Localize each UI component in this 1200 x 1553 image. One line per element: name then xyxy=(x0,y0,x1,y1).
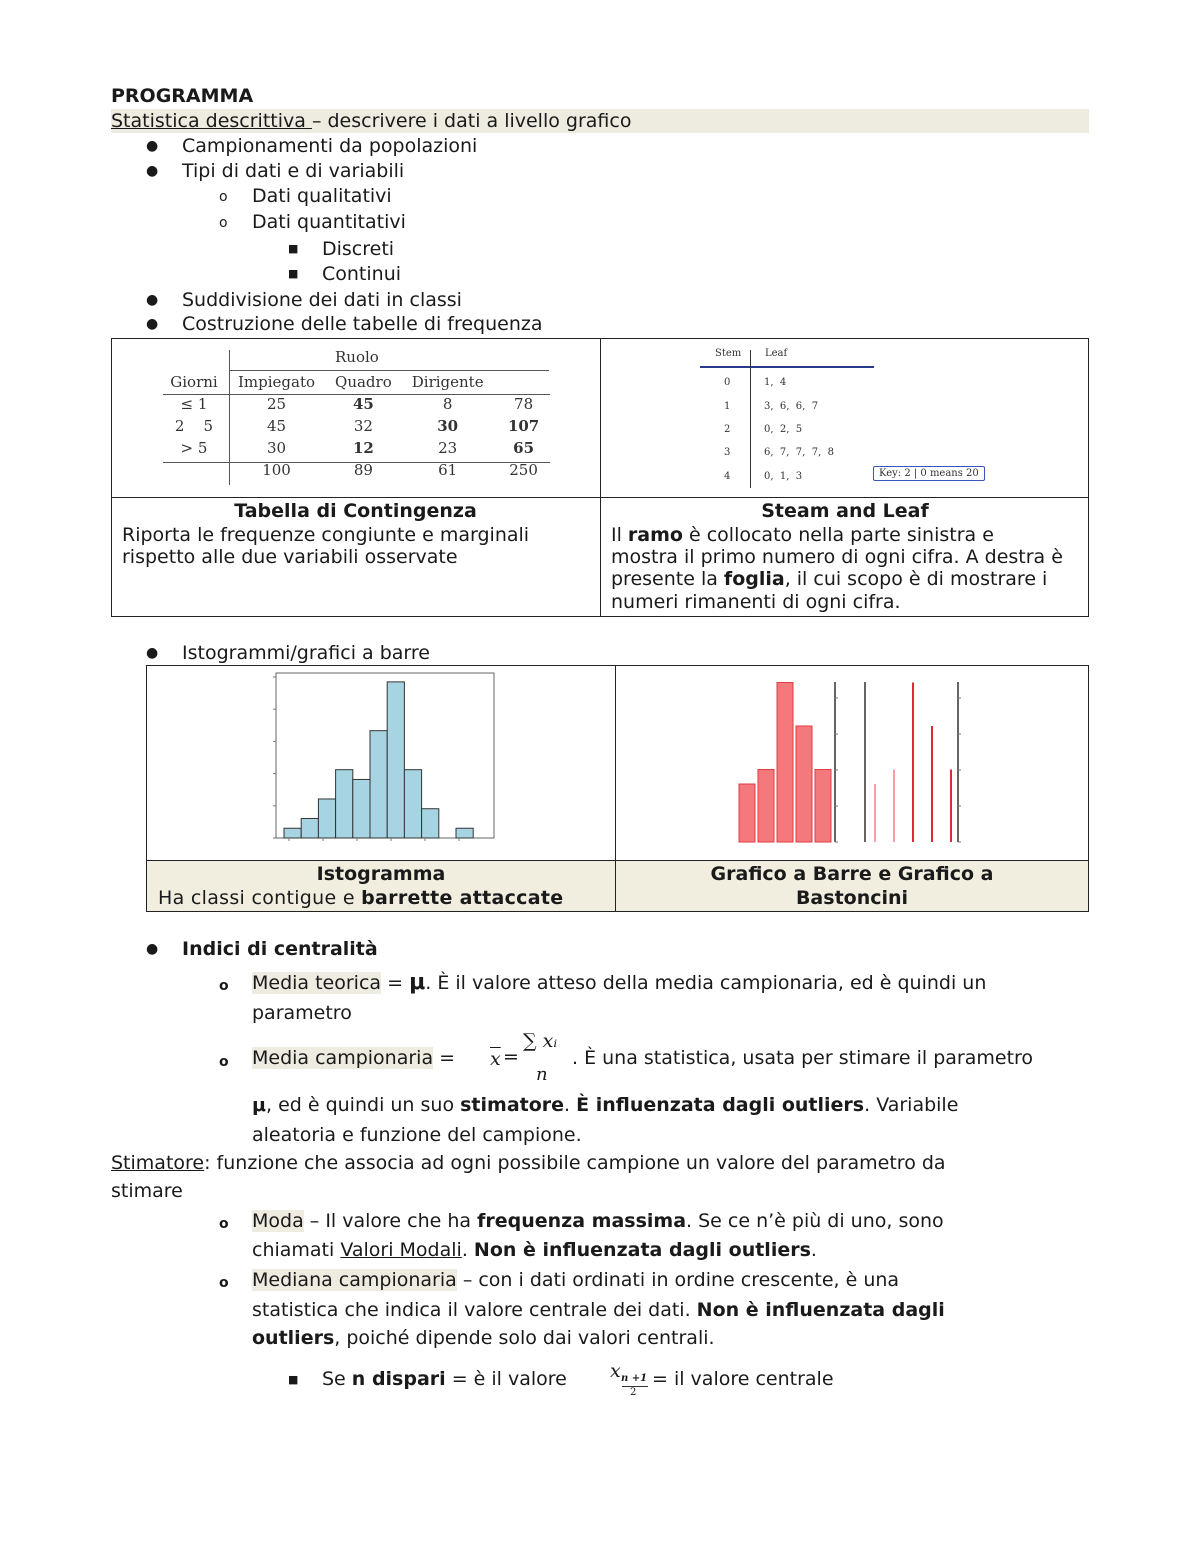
table-divider-h xyxy=(146,860,1089,861)
bullet-square: ■ xyxy=(288,242,299,255)
leaf-header: Leaf xyxy=(765,348,788,359)
se-dispari-line: Se n dispari = è il valore xyxy=(322,1368,567,1390)
denominator: n xyxy=(536,1064,548,1085)
centrality-title: Indici di centralità xyxy=(182,938,378,960)
cell: 12 xyxy=(352,439,374,457)
header-cell: Impiegato xyxy=(238,373,316,391)
section-label: Statistica descrittiva xyxy=(111,110,312,132)
bullet-dot: ● xyxy=(146,316,159,332)
histogram-bar xyxy=(336,770,353,838)
histogram-desc: Ha classi contigue e barrette attaccate xyxy=(158,887,564,909)
subscript-num: n +1 xyxy=(621,1373,648,1384)
media-campionaria-cont: aleatoria e funzione del campione. xyxy=(252,1124,582,1146)
moda-line: Moda – Il valore che ha frequenza massima. Se ce n’è più di uno, sono xyxy=(252,1210,944,1232)
page-title: PROGRAMMA xyxy=(111,85,254,107)
header-cell: Quadro xyxy=(335,373,392,391)
stemleaf-desc: numeri rimanenti di ogni cifra. xyxy=(611,591,901,613)
histogram-bar xyxy=(404,770,421,838)
moda-cont: chiamati Valori Modali. Non è influenzata dagli outliers. xyxy=(252,1239,817,1261)
formula-mean xyxy=(490,1030,570,1086)
bullet-dot: ● xyxy=(146,138,159,154)
cell: 45 xyxy=(266,417,287,435)
stem-header: Stem xyxy=(715,348,742,359)
mediana-line: Mediana campionaria – con i dati ordinati in ordine crescente, è una xyxy=(252,1269,900,1291)
cell: 100 xyxy=(262,461,291,479)
bullet-dot: ● xyxy=(146,292,159,308)
bar-stick-chart xyxy=(725,670,975,855)
histogram-bar xyxy=(284,828,301,838)
stimatore-def: Stimatore: funzione che associa ad ogni possibile campione un valore del parametro da xyxy=(111,1152,946,1174)
table-divider-v xyxy=(600,338,601,617)
cell: 30 xyxy=(437,417,459,435)
table-row xyxy=(160,415,554,437)
section-heading xyxy=(111,109,631,133)
equals: = xyxy=(503,1046,519,1068)
histogram-bar xyxy=(370,731,387,838)
bullet-circle: o xyxy=(219,189,228,205)
histogram-bar xyxy=(422,809,439,838)
stemleaf-desc: mostra il primo numero di ogni cifra. A destra è xyxy=(611,546,1063,568)
key-box: Key: 2 | 0 means 20 xyxy=(873,466,985,481)
bullet-dot: ● xyxy=(146,645,159,661)
barchart-caption: Grafico a Barre e Grafico a xyxy=(710,863,994,885)
table-header-row xyxy=(160,371,554,393)
header-cell: Giorni xyxy=(170,373,218,391)
bar-rect xyxy=(777,683,793,843)
bullet-circle: o xyxy=(219,978,229,994)
list-item: Istogrammi/grafici a barre xyxy=(182,642,430,664)
media-campionaria-rest: . È una statistica, usata per stimare il parametro xyxy=(572,1047,1034,1069)
leaf-cell: 0, 1, 3 xyxy=(764,471,803,482)
numerator: ∑ xᵢ xyxy=(523,1030,558,1052)
stem-cell: 0 xyxy=(724,377,731,388)
section-rest: – descrivere i dati a livello grafico xyxy=(311,110,632,132)
stimatore-def-cont: stimare xyxy=(111,1180,183,1202)
histogram-bar xyxy=(387,682,404,838)
stem-leaf-figure xyxy=(700,348,1000,493)
x-symbol: x xyxy=(610,1360,621,1382)
bullet-circle: o xyxy=(219,1216,229,1232)
stem-cell: 3 xyxy=(724,447,731,458)
leaf-cell: 1, 4 xyxy=(764,377,787,388)
cell: 45 xyxy=(352,395,374,413)
bullet-square: ■ xyxy=(288,267,299,280)
list-item: Dati qualitativi xyxy=(252,185,392,207)
histogram-bar xyxy=(318,799,335,838)
histogram-bar xyxy=(456,828,473,838)
contingency-desc: rispetto alle due variabili osservate xyxy=(122,546,458,568)
table-row xyxy=(160,437,554,459)
cell: 25 xyxy=(266,395,287,413)
table-divider-h xyxy=(111,497,1089,498)
stem-cell: 4 xyxy=(724,471,731,482)
cell: 30 xyxy=(266,439,287,457)
leaf-cell: 6, 7, 7, 7, 8 xyxy=(764,447,834,458)
cell xyxy=(160,459,228,481)
cell: 89 xyxy=(353,461,373,479)
cell: 61 xyxy=(438,461,458,479)
bullet-circle: o xyxy=(219,1275,229,1291)
bar-rect xyxy=(739,784,755,842)
cell: ≤ 1 xyxy=(180,395,208,413)
bar-rect xyxy=(796,726,812,842)
stem-cell: 2 xyxy=(724,424,731,435)
mediana-cont: outliers, poiché dipende solo dai valori centrali. xyxy=(252,1327,715,1349)
cell: 65 xyxy=(513,439,535,457)
table-row xyxy=(160,459,554,481)
cell: 107 xyxy=(507,417,540,435)
subscript-den: 2 xyxy=(630,1387,637,1398)
media-campionaria-cont: μ, ed è quindi un suo stimatore. È influenzata dagli outliers. Variabile xyxy=(252,1094,959,1116)
bullet-circle: o xyxy=(219,215,228,231)
leaf-cell: 0, 2, 5 xyxy=(764,424,803,435)
list-item: Suddivisione dei dati in classi xyxy=(182,289,462,311)
cell: 78 xyxy=(514,395,534,413)
bar-rect xyxy=(758,770,774,843)
bullet-dot: ● xyxy=(146,163,159,179)
barchart-caption: Bastoncini xyxy=(795,887,909,909)
mediana-cont: statistica che indica il valore centrale dei dati. Non è influenzata dagli xyxy=(252,1299,945,1321)
histogram-bar xyxy=(353,779,370,838)
cell: 250 xyxy=(509,461,538,479)
list-item: Tipi di dati e di variabili xyxy=(182,160,405,182)
cell: 23 xyxy=(438,439,458,457)
cell: > 5 xyxy=(180,439,208,457)
media-campionaria-line: Media campionaria = xyxy=(252,1047,456,1069)
stemleaf-desc: presente la foglia, il cui scopo è di mostrare i xyxy=(611,568,1048,590)
table-row xyxy=(160,393,554,415)
header-group: Ruolo xyxy=(335,348,379,366)
leaf-cell: 3, 6, 6, 7 xyxy=(764,401,819,412)
contingency-grid xyxy=(160,371,554,481)
header-cell: Dirigente xyxy=(411,373,484,391)
bullet-square: ■ xyxy=(288,1373,299,1386)
media-teorica-line: Media teorica = μ. È il valore atteso della media campionaria, ed è quindi un xyxy=(252,970,987,995)
stemleaf-caption: Steam and Leaf xyxy=(761,500,929,522)
xbar: $\overline{x}$ xyxy=(490,1048,501,1070)
header-cell xyxy=(494,371,554,393)
stemleaf-desc: Il ramo è collocato nella parte sinistra e xyxy=(611,524,994,546)
list-item: Discreti xyxy=(322,238,395,260)
contingency-caption: Tabella di Contingenza xyxy=(234,500,477,522)
histogram-caption: Istogramma xyxy=(316,863,446,885)
bullet-circle: o xyxy=(219,1054,229,1070)
list-item: Costruzione delle tabelle di frequenza xyxy=(182,313,543,335)
cell: 2 5 xyxy=(174,417,214,435)
list-item: Campionamenti da popolazioni xyxy=(182,135,478,157)
histogram-chart xyxy=(255,670,505,855)
list-item: Dati quantitativi xyxy=(252,211,406,233)
cell: 32 xyxy=(353,417,373,435)
media-teorica-cont: parametro xyxy=(252,1002,352,1024)
histogram-bar xyxy=(301,818,318,838)
se-dispari-rest: = il valore centrale xyxy=(652,1368,834,1390)
list-item: Continui xyxy=(322,263,402,285)
contingency-desc: Riporta le frequenze congiunte e marginali xyxy=(122,524,530,546)
formula-median xyxy=(608,1360,658,1404)
bullet-dot: ● xyxy=(146,941,159,957)
bar-rect xyxy=(815,770,831,843)
stem-cell: 1 xyxy=(724,401,731,412)
cell: 8 xyxy=(442,395,453,413)
